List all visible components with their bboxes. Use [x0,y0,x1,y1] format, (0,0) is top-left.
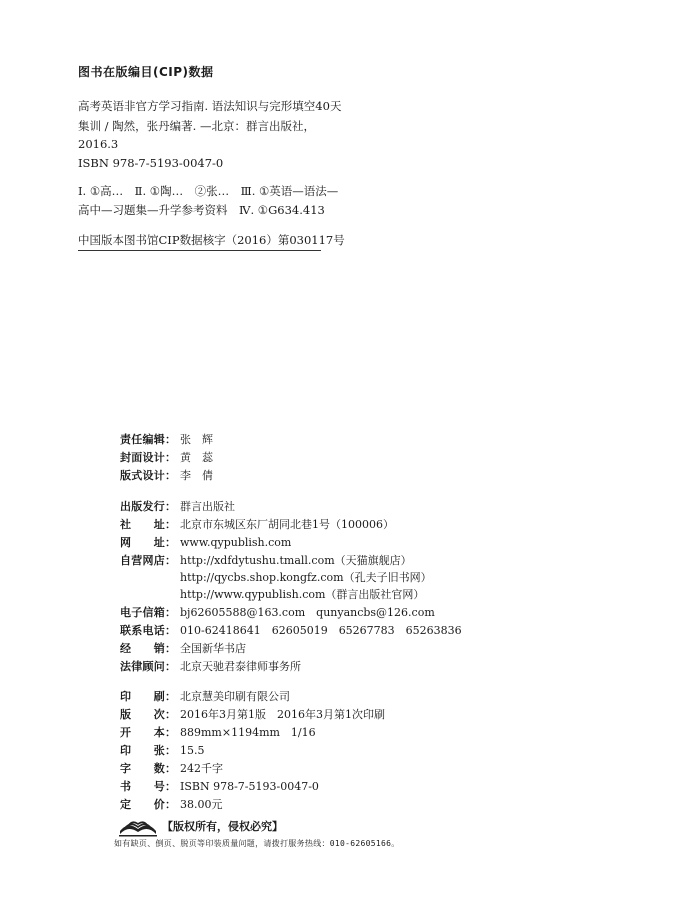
cip-line: 中国版本图书馆CIP数据核字（2016）第030117号 [78,233,345,247]
info-row-format [120,724,316,740]
info-value: http://xdfdytushu.tmall.com（天猫旗舰店） [180,554,412,567]
info-label: 开 本： [120,726,176,739]
info-row-editor [120,431,213,447]
cip-line: Ⅰ. ①高… Ⅱ. ①陶… ②张… Ⅲ. ①英语—语法— [78,184,339,198]
info-row-email [120,604,435,620]
info-value: 张 辉 [180,433,213,446]
info-label: 出版发行： [120,500,176,513]
info-value: 李 倩 [180,469,213,482]
info-value: 2016年3月第1版 2016年3月第1次印刷 [180,708,385,721]
cip-line: ISBN 978-7-5193-0047-0 [78,156,224,170]
info-label: 版 次： [120,708,176,721]
info-label: 字 数： [120,762,176,775]
info-row-price [120,796,223,812]
info-row-website [120,534,291,550]
shop-link-kongfz: http://qycbs.shop.kongfz.com（孔夫子旧书网） [180,571,432,584]
info-row-isbn [120,778,319,794]
info-value: 北京市东城区东厂胡同北巷1号（100006） [180,518,394,531]
info-label: 电子信箱： [120,606,176,619]
info-row-publisher [120,498,235,514]
info-value: 15.5 [180,744,205,757]
shop-link-official: http://www.qypublish.com（群言出版社官网） [180,588,425,601]
info-value: 黄 蕊 [180,451,213,464]
info-row-wordcount [120,760,223,776]
info-row-edition [120,706,385,722]
print-quality-disclaimer: 如有缺页、倒页、脱页等印装质量问题，请拨打服务热线：010-62605166。 [114,839,400,848]
cip-divider [78,250,321,251]
copyright-notice: 【版权所有，侵权必究】 [162,820,283,833]
info-label: 印 刷： [120,690,176,703]
info-value: 北京慧美印刷有限公司 [180,690,290,703]
info-row-address [120,516,394,532]
info-value: www.qypublish.com [180,536,292,549]
info-value: 38.00元 [180,798,223,811]
info-label: 责任编辑： [120,433,176,446]
info-value: 全国新华书店 [180,642,246,655]
info-label: 网 址： [120,536,176,549]
info-row-phone [120,622,462,638]
info-value: 群言出版社 [180,500,235,513]
info-row-printer [120,688,290,704]
cip-line: 高考英语非官方学习指南. 语法知识与完形填空40天 [78,99,342,113]
info-label: 联系电话： [120,624,176,637]
info-value: 242千字 [180,762,223,775]
info-value: bj62605588@163.com qunyancbs@126.com [180,606,435,619]
info-row-distributor [120,640,246,656]
cip-heading: 图书在版编目(CIP)数据 [78,65,214,79]
info-label: 书 号： [120,780,176,793]
info-label: 定 价： [120,798,176,811]
info-row-sheets [120,742,205,758]
info-value: 889mm×1194mm 1/16 [180,726,316,739]
info-label: 封面设计： [120,451,176,464]
info-label: 社 址： [120,518,176,531]
info-label: 印 张： [120,744,176,757]
cip-line: 集训 / 陶然，张丹编著. —北京：群言出版社， [78,119,315,133]
info-label: 法律顾问： [120,660,176,673]
info-label: 版式设计： [120,469,176,482]
info-row-legal [120,658,301,674]
info-value: ISBN 978-7-5193-0047-0 [180,780,319,793]
info-row-cover [120,449,213,465]
info-value: 010-62418641 62605019 65267783 65263836 [180,624,462,637]
cip-line: 2016.3 [78,137,119,151]
cip-line: 高中—习题集—升学参考资料 Ⅳ. ①G634.413 [78,203,325,217]
info-value: 北京天驰君泰律师事务所 [180,660,301,673]
info-label: 自营网店： [120,554,176,567]
info-label: 经 销： [120,642,176,655]
info-row-shop [120,552,412,568]
info-row-layout [120,467,213,483]
